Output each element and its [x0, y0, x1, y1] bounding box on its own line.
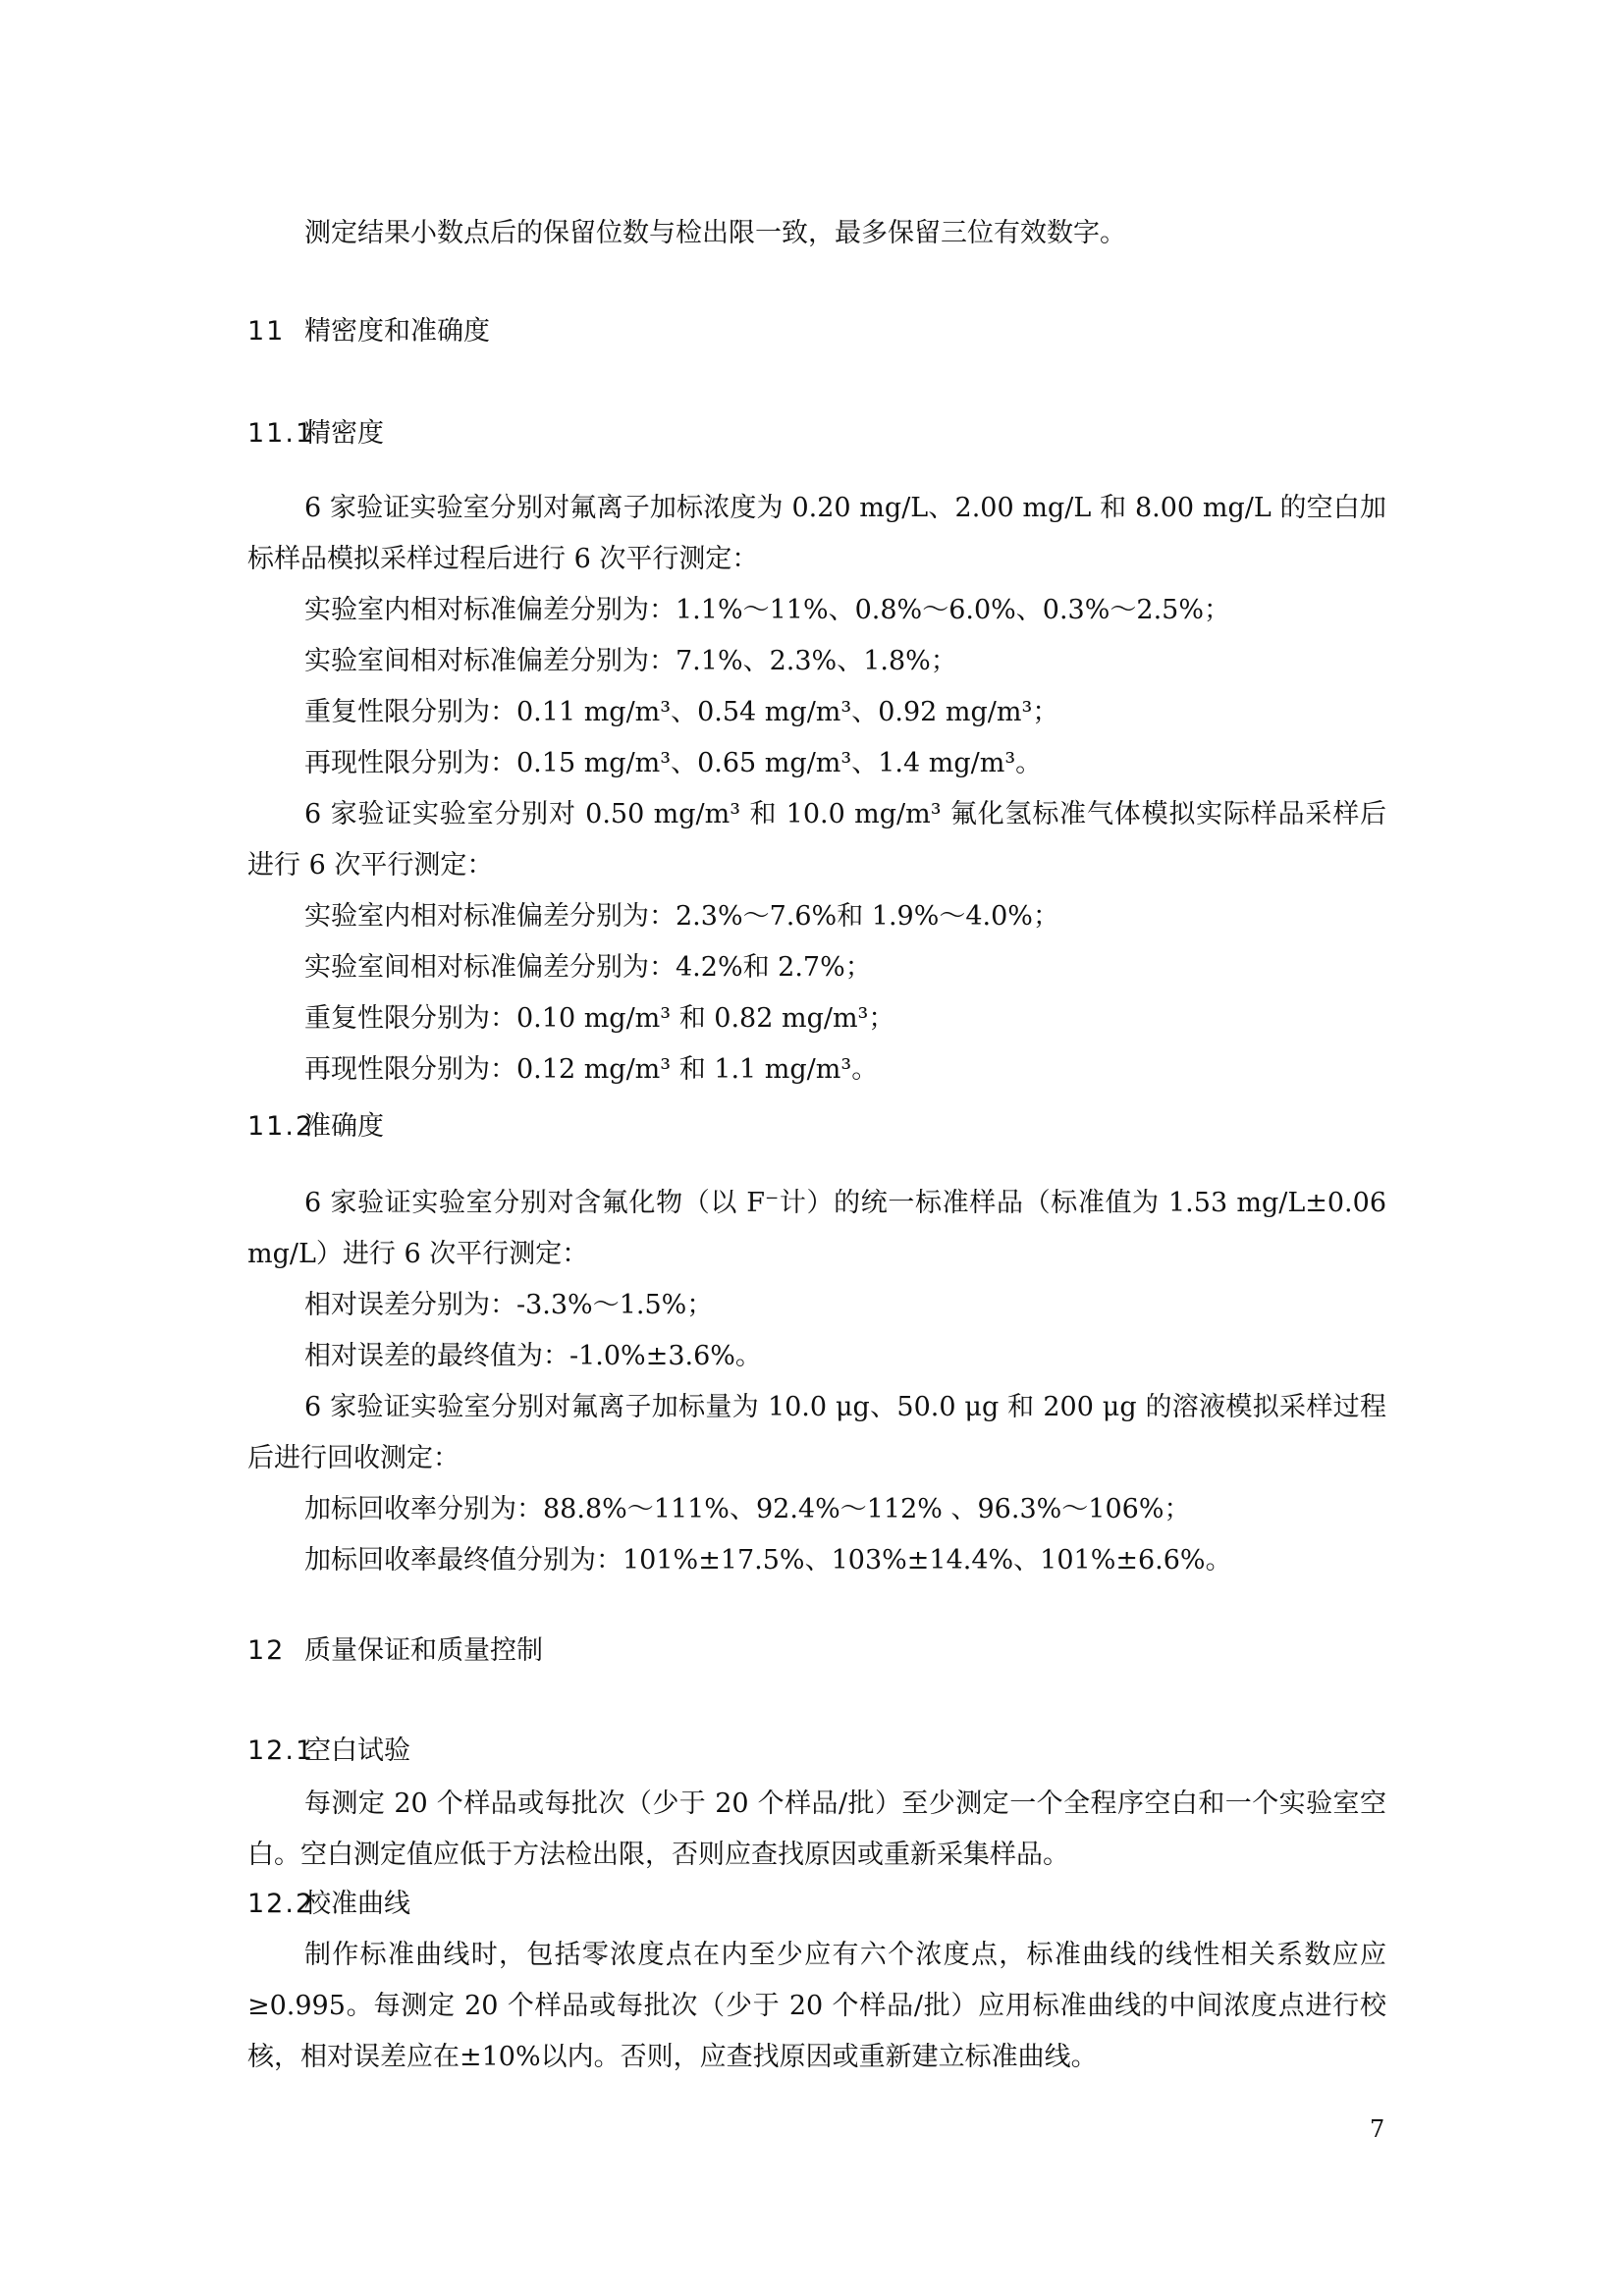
section-12-heading — [247, 1631, 1386, 1671]
precision-blank-spike-paragraph: 6 家验证实验室分别对氟离子加标浓度为 0.20 mg/L、2.00 mg/L 和 8.00 mg/L 的空白加标样品模拟采样过程后进行 6 次平行测定： — [247, 493, 1386, 574]
accuracy-list-item: 加标回收率分别为：88.8%～111%、92.4%～112% 、96.3%～106%； — [304, 1494, 1191, 1524]
section-title: 空白试验 — [304, 1735, 410, 1766]
accuracy-list-item: 相对误差分别为：-3.3%～1.5%； — [304, 1290, 714, 1320]
precision-list-item: 实验室内相对标准偏差分别为：1.1%～11%、0.8%～6.0%、0.3%～2.5%； — [304, 595, 1230, 625]
precision-list-item: 再现性限分别为：0.12 mg/m³ 和 1.1 mg/m³。 — [304, 1054, 879, 1085]
accuracy-recovery-paragraph: 6 家验证实验室分别对氟离子加标量为 10.0 μg、50.0 μg 和 200 μg 的溶液模拟采样过程后进行回收测定： — [247, 1392, 1386, 1473]
section-title: 精密度和准确度 — [304, 316, 490, 347]
precision-list-item: 实验室内相对标准偏差分别为：2.3%～7.6%和 1.9%～4.0%； — [304, 901, 1059, 932]
results-rounding-paragraph: 测定结果小数点后的保留位数与检出限一致，最多保留三位有效数字。 — [304, 218, 1126, 248]
calibration-curve-paragraph: 制作标准曲线时，包括零浓度点在内至少应有六个浓度点，标准曲线的线性相关系数应应≥0.995。每测定 20 个样品或每批次（少于 20 个样品/批）应用标准曲线的中间浓度点进行校核，相对误差应在±10%以内。否则，应查找原因或重新建立标准曲线。 — [247, 1940, 1386, 2072]
page-number: 7 — [1370, 2115, 1385, 2143]
section-12-2-heading — [247, 1885, 1386, 1924]
precision-list-item: 实验室间相对标准偏差分别为：4.2%和 2.7%； — [304, 952, 872, 983]
section-11-2-heading — [247, 1107, 1386, 1147]
section-title: 质量保证和质量控制 — [304, 1635, 543, 1666]
precision-list-item: 再现性限分别为：0.15 mg/m³、0.65 mg/m³、1.4 mg/m³。 — [304, 748, 1043, 778]
section-number: 12 — [247, 1635, 286, 1666]
accuracy-standard-sample-paragraph: 6 家验证实验室分别对含氟化物（以 F⁻计）的统一标准样品（标准值为 1.53 mg/L±0.06 mg/L）进行 6 次平行测定： — [247, 1188, 1386, 1269]
section-11-1-heading — [247, 414, 1386, 454]
section-title: 准确度 — [304, 1111, 384, 1142]
precision-standard-gas-paragraph: 6 家验证实验室分别对 0.50 mg/m³ 和 10.0 mg/m³ 氟化氢标准气体模拟实际样品采样后进行 6 次平行测定： — [247, 799, 1386, 881]
precision-list-item: 实验室间相对标准偏差分别为：7.1%、2.3%、1.8%； — [304, 646, 957, 676]
section-12-1-heading — [247, 1732, 1386, 1771]
section-number: 11 — [247, 316, 286, 347]
section-title: 校准曲线 — [304, 1889, 410, 1919]
blank-test-paragraph: 每测定 20 个样品或每批次（少于 20 个样品/批）至少测定一个全程序空白和一个实验室空白。空白测定值应低于方法检出限，否则应查找原因或重新采集样品。 — [247, 1789, 1386, 1870]
precision-list-item: 重复性限分别为：0.10 mg/m³ 和 0.82 mg/m³； — [304, 1003, 895, 1034]
section-number: 12.2 — [247, 1889, 315, 1919]
section-title: 精密度 — [304, 418, 384, 449]
accuracy-list-item: 相对误差的最终值为：-1.0%±3.6%。 — [304, 1341, 762, 1371]
section-number: 11.1 — [247, 418, 315, 449]
section-11-heading — [247, 312, 1386, 351]
section-number: 11.2 — [247, 1111, 315, 1142]
precision-list-item: 重复性限分别为：0.11 mg/m³、0.54 mg/m³、0.92 mg/m³； — [304, 697, 1059, 727]
section-number: 12.1 — [247, 1735, 315, 1766]
accuracy-list-item: 加标回收率最终值分别为：101%±17.5%、103%±14.4%、101%±6.6%。 — [304, 1545, 1232, 1575]
